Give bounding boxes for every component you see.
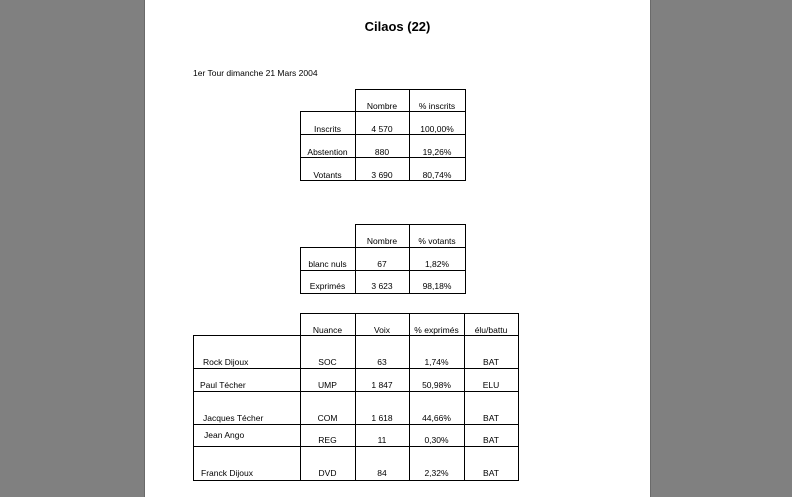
table1-row-pct: 80,74% (422, 170, 452, 180)
table1-row-nombre: 3 690 (371, 170, 393, 180)
document-subtitle: 1er Tour dimanche 21 Mars 2004 (193, 68, 318, 78)
table2-header-pct: % votants (418, 236, 456, 246)
table1-row-label: Votants (313, 170, 342, 180)
table1-row-pct: 100,00% (420, 124, 454, 134)
candidate-name: Franck Dijoux (201, 468, 253, 478)
candidate-nuance: DVD (318, 468, 337, 478)
table2-row-pct: 1,82% (424, 259, 450, 269)
table1-row-nombre: 880 (374, 147, 390, 157)
document-page (144, 0, 651, 497)
table2-row-label: blanc nuls (308, 259, 347, 269)
table2-row-nombre: 67 (377, 259, 387, 269)
table1-header-pct: % inscrits (418, 101, 456, 111)
candidate-name: Jacques Técher (203, 413, 264, 423)
candidate-pct: 1,74% (424, 357, 449, 367)
table2-row-label: Exprimés (309, 281, 346, 291)
table2-row-nombre: 3 623 (371, 281, 393, 291)
candidate-voix: 63 (377, 357, 387, 367)
table3-header-voix: Voix (373, 325, 391, 335)
candidate-voix: 84 (377, 468, 387, 478)
candidate-voix: 11 (377, 435, 387, 445)
table3-header-nuance: Nuance (312, 325, 343, 335)
table1-row-label: Inscrits (314, 124, 341, 134)
candidate-pct: 44,66% (422, 413, 451, 423)
candidate-name: Paul Técher (200, 380, 246, 390)
candidate-name: Rock Dijoux (203, 357, 249, 367)
candidate-result: BAT (483, 413, 499, 423)
table2-header-nombre: Nombre (366, 236, 398, 246)
candidate-nuance: REG (318, 435, 337, 445)
candidate-pct: 50,98% (422, 380, 451, 390)
candidate-result: BAT (483, 357, 499, 367)
candidate-nuance: COM (317, 413, 338, 423)
candidate-voix: 1 618 (371, 413, 393, 423)
table3-header-pct: % exprimés (414, 325, 459, 335)
candidate-pct: 0,30% (424, 435, 449, 445)
candidate-result: BAT (483, 468, 499, 478)
candidate-nuance: SOC (318, 357, 337, 367)
table2-row-pct: 98,18% (422, 281, 452, 291)
table1-row-label: Abstention (307, 147, 348, 157)
table3-header-result: élu/battu (474, 325, 508, 335)
candidate-voix: 1 847 (371, 380, 393, 390)
candidate-nuance: UMP (318, 380, 337, 390)
table1-header-nombre: Nombre (366, 101, 398, 111)
table1-row-nombre: 4 570 (371, 124, 393, 134)
candidate-result: ELU (482, 380, 500, 390)
candidate-name: Jean Ango (204, 430, 245, 440)
document-title: Cilaos (22) (364, 19, 431, 34)
table1-row-pct: 19,26% (422, 147, 452, 157)
candidate-pct: 2,32% (424, 468, 449, 478)
candidate-result: BAT (483, 435, 499, 445)
